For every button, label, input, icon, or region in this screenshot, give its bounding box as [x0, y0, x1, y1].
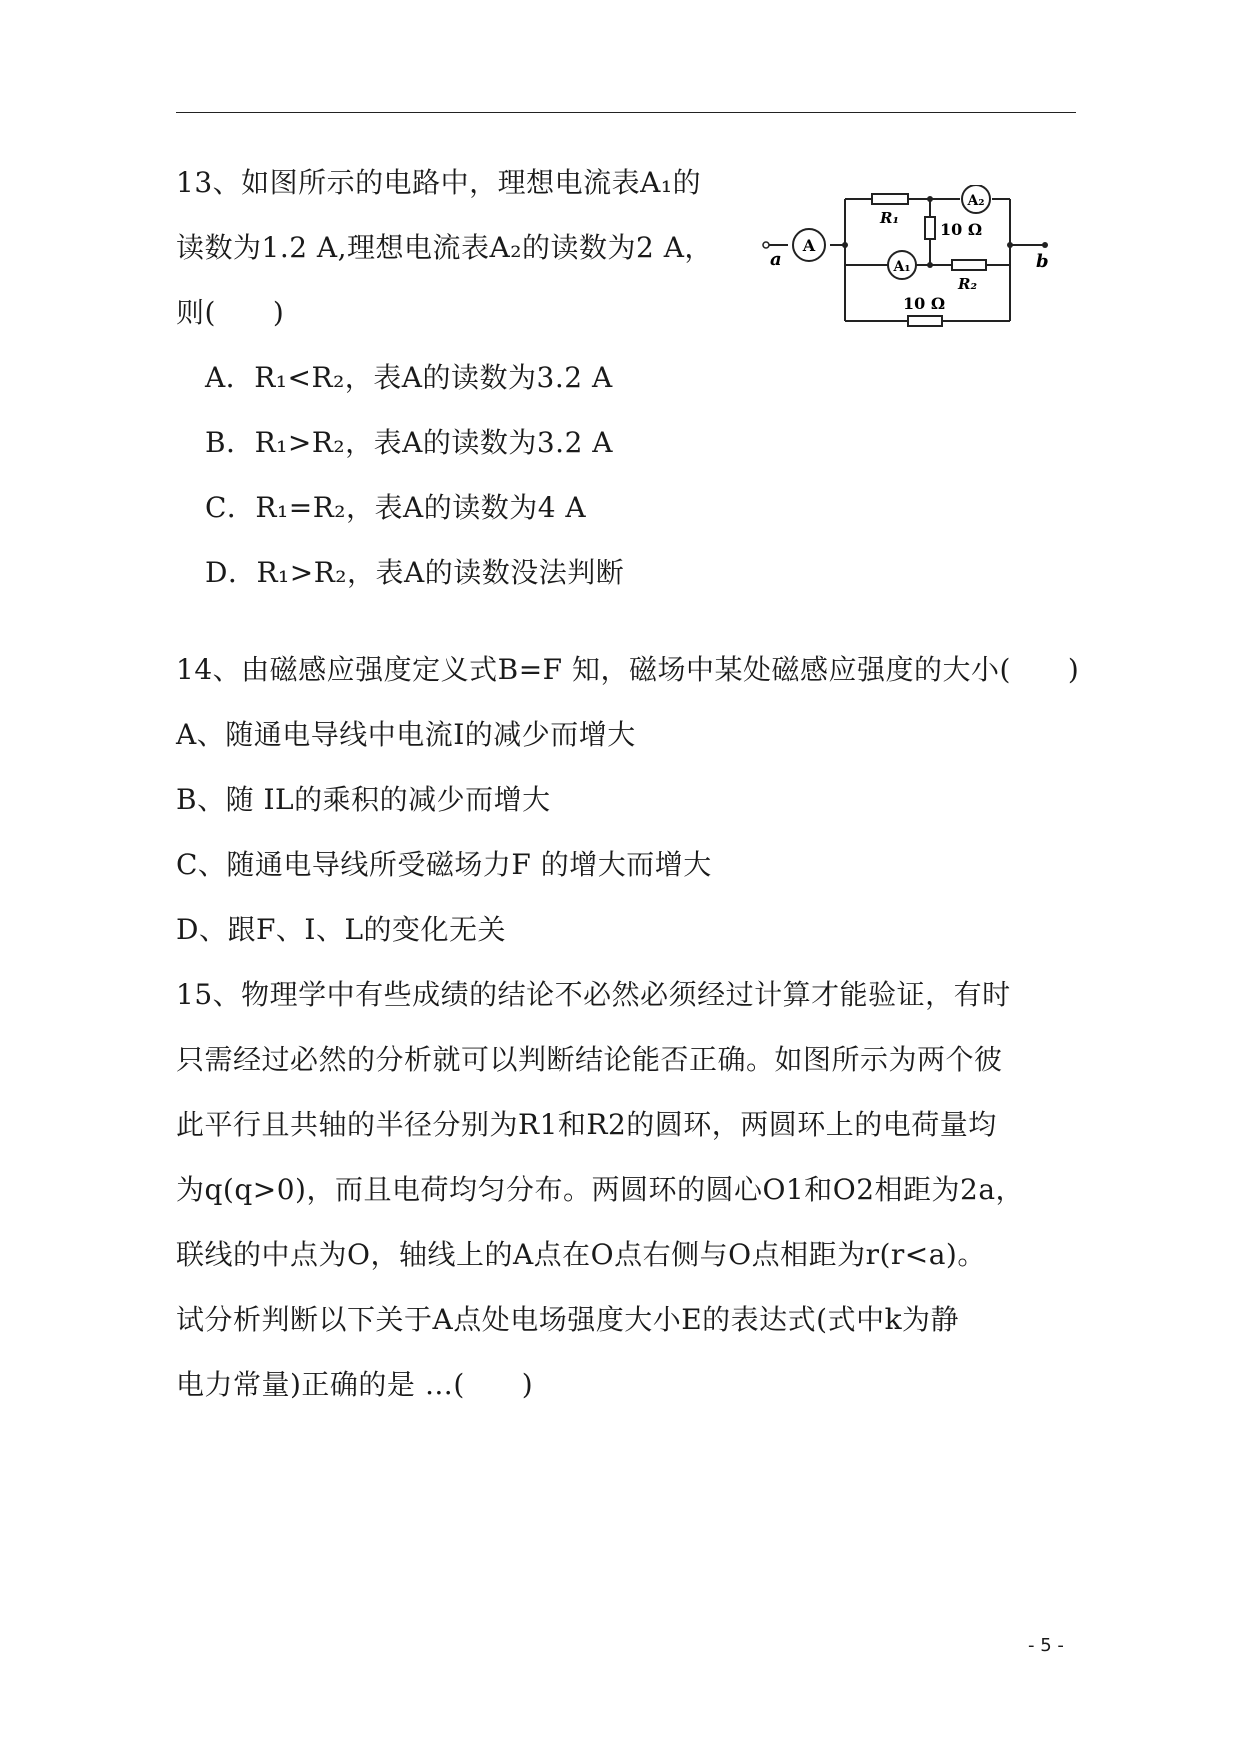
q15-line: 为q(q>0)，而且电荷均匀分布。两圆环的圆心O1和O2相距为2a， — [176, 1173, 1025, 1206]
ammeter-a-label: A — [802, 236, 816, 255]
q13-option-a: A．R₁<R₂，表A的读数为3.2 A — [205, 361, 613, 394]
q15-line: 联线的中点为O，轴线上的A点在O点右侧与O点相距为r(r<a)。 — [176, 1238, 986, 1271]
q15-line: 只需经过必然的分析就可以判断结论能否正确。如图所示为两个彼 — [176, 1043, 1003, 1076]
junction-dot — [927, 196, 933, 202]
q15-line: 此平行且共轴的半径分别为R1和R2的圆环，两圆环上的电荷量均 — [176, 1108, 997, 1141]
junction-dot — [1007, 242, 1013, 248]
node-a-label: a — [770, 249, 782, 270]
terminal-b-dot — [1042, 242, 1048, 248]
q13-stem-line3: 则( ) — [176, 296, 285, 329]
q13-option-c: C．R₁=R₂，表A的读数为4 A — [205, 491, 587, 524]
ammeter-a2-label: A₂ — [967, 193, 985, 209]
q15-line: 15、物理学中有些成绩的结论不必然必须经过计算才能验证，有时 — [176, 978, 1011, 1011]
circuit-diagram — [760, 185, 1060, 335]
junction-dot — [842, 242, 848, 248]
q13-option-d: D．R₁>R₂，表A的读数没法判断 — [205, 556, 625, 589]
q15-line: 试分析判断以下关于A点处电场强度大小E的表达式(式中k为静 — [176, 1303, 960, 1336]
r1-label: R₁ — [880, 209, 900, 227]
resistor-middle — [925, 217, 935, 239]
q13-stem-line1: 13、如图所示的电路中，理想电流表A₁的 — [176, 166, 702, 199]
q13-stem-line2: 读数为1.2 A,理想电流表A₂的读数为2 A， — [176, 231, 713, 264]
resistor-r1 — [872, 194, 908, 204]
middle-resistor-label: 10 Ω — [940, 220, 983, 239]
resistor-r2 — [952, 260, 986, 270]
q15-line: 电力常量)正确的是 …( ) — [176, 1368, 534, 1401]
resistor-bottom — [908, 316, 942, 326]
q14-stem: 14、由磁感应强度定义式B=F 知，磁场中某处磁感应强度的大小( ) — [176, 653, 1080, 686]
q14-option-b: B、随 IL的乘积的减少而增大 — [176, 783, 551, 816]
junction-dot — [927, 262, 933, 268]
node-b-label: b — [1036, 251, 1049, 272]
q14-option-a: A、随通电导线中电流I的减少而增大 — [176, 718, 636, 751]
q14-option-d: D、跟F、I、L的变化无关 — [176, 913, 507, 946]
page-number: - 5 - — [1028, 1635, 1064, 1656]
q13-option-b: B．R₁>R₂，表A的读数为3.2 A — [205, 426, 614, 459]
ammeter-a1-label: A₁ — [893, 259, 911, 275]
q14-option-c: C、随通电导线所受磁场力F 的增大而增大 — [176, 848, 712, 881]
r2-label: R₂ — [958, 275, 978, 293]
header-rule — [176, 112, 1076, 113]
bottom-resistor-label: 10 Ω — [903, 294, 946, 313]
terminal-a-dot — [763, 242, 769, 248]
